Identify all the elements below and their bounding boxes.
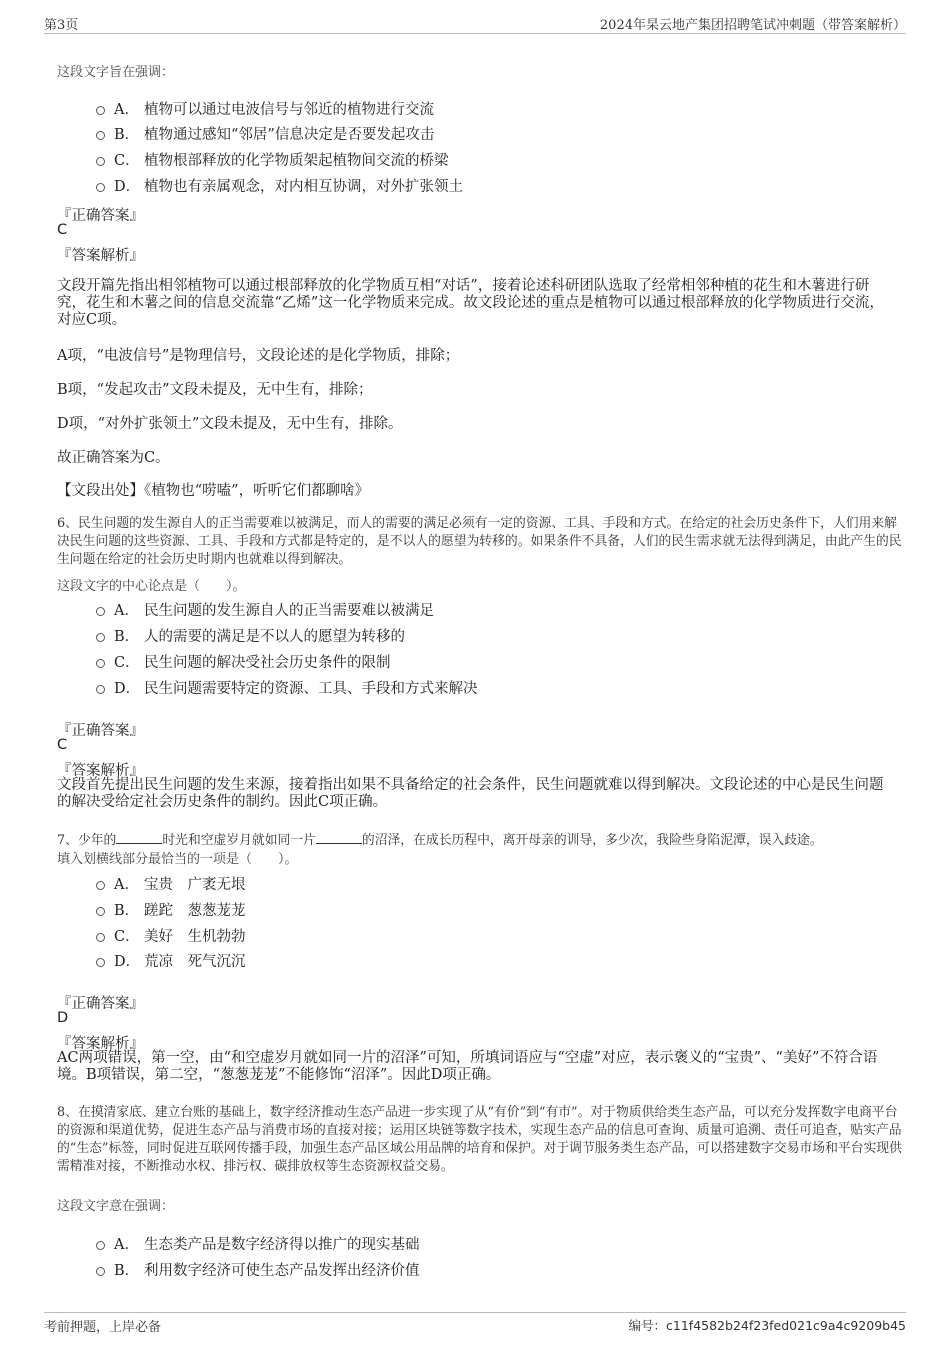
- q6-answer: C: [57, 737, 68, 753]
- radio-button-icon[interactable]: [96, 881, 105, 890]
- radio-button-icon[interactable]: [96, 157, 105, 166]
- q6-analysis: 文段首先提出民生问题的发生来源，接着指出如果不具备给定的社会条件，民生问题就难以得到解决。文段论述的中心是民生问题的解决受给定社会历史条件的制约。因此C项正确。: [57, 777, 884, 810]
- q5-answer-label: 『正确答案』: [57, 208, 144, 224]
- q5-option-a[interactable]: [96, 98, 434, 119]
- footer-slogan: 考前押题，上岸必备: [44, 1320, 162, 1335]
- q7-answer-label: 『正确答案』: [57, 996, 144, 1012]
- radio-button-icon[interactable]: [96, 106, 105, 115]
- document-id: 编号：c11f4582b24f23fed021c9a4c9209b45: [628, 1318, 906, 1333]
- option-letter: D．: [114, 179, 141, 195]
- q8-prompt: 这段文字意在强调：: [57, 1199, 175, 1214]
- radio-button-icon[interactable]: [96, 933, 105, 942]
- option-text: 人的需要的满足是不以人的愿望为转移的: [144, 629, 405, 645]
- q7-prompt: 填入划横线部分最恰当的一项是（ ）。: [57, 852, 298, 867]
- footer-divider: [44, 1312, 906, 1313]
- q5-answer: C: [57, 222, 68, 238]
- q7-option-d[interactable]: [96, 950, 246, 971]
- radio-button-icon[interactable]: [96, 958, 105, 967]
- q7-stem: [57, 831, 907, 850]
- option-text: 宝贵 广袤无垠: [144, 877, 246, 893]
- q7-option-b[interactable]: [96, 899, 246, 920]
- option-letter: D．: [114, 681, 141, 697]
- radio-button-icon[interactable]: [96, 1241, 105, 1250]
- option-text: 民生问题需要特定的资源、工具、手段和方式来解决: [144, 681, 478, 697]
- q8-stem: 8、在摸清家底、建立台账的基础上，数字经济推动生态产品进一步实现了从“有价”到“有市”。对于物质供给类生态产品，可以充分发挥数字电商平台的资源和渠道优势，促进生态产品与消费市场的直接对接；运用区块链等数字技术，实现生态产品的信息可查询、质量可追溯、责任可追查，贴实产品的“生态”标签，同时促进互联网传播手段，加强生态产品区域公用品牌的培育和保护。对于调节服务类生态产品，可以搭建数字交易市场和平台实现供需精准对接，不断推动水权、排污权、碳排放权等生态资源权益交易。: [57, 1105, 902, 1174]
- option-text: 植物也有亲属观念，对内相互协调，对外扩张领土: [144, 179, 463, 195]
- radio-button-icon[interactable]: [96, 907, 105, 916]
- option-text: 荒凉 死气沉沉: [144, 954, 246, 970]
- option-text: 植物可以通过电波信号与邻近的植物进行交流: [144, 102, 434, 118]
- radio-button-icon[interactable]: [96, 607, 105, 616]
- option-text: 利用数字经济可使生态产品发挥出经济价值: [144, 1263, 420, 1279]
- header-divider: [44, 33, 906, 34]
- radio-button-icon[interactable]: [96, 131, 105, 140]
- q7-stem-part2: 时光和空虚岁月就如同一片: [162, 833, 316, 848]
- fill-blank-2: [316, 831, 362, 844]
- q6-analysis-label: 『答案解析』: [57, 763, 144, 779]
- q7-analysis-label: 『答案解析』: [57, 1036, 144, 1052]
- q5-analysis-paragraph: 文段开篇先指出相邻植物可以通过根部释放的化学物质互相“对话”，接着论述科研团队选取了经常相邻种植的花生和木薯进行研究，花生和木薯之间的信息交流靠“乙烯”这一化学物质来完成。故文段论述的重点是植物可以通过根部释放的化学物质进行交流，对应C项。: [57, 278, 884, 328]
- option-letter: B．: [114, 127, 140, 143]
- option-text: 植物通过感知“邻居”信息决定是否要发起攻击: [144, 127, 435, 143]
- q5-option-b[interactable]: [96, 123, 434, 144]
- option-text: 美好 生机勃勃: [144, 929, 246, 945]
- q6-stem: 6、民生问题的发生源自人的正当需要难以被满足，而人的需要的满足必须有一定的资源、工具、手段和方式。在给定的社会历史条件下，人们用来解决民生问题的这些资源、工具、手段和方式都是特定的，是不以人的愿望为转移的。如果条件不具备，人们的民生需求就无法得到满足，由此产生的民生问题在给定的社会历史时期内也就难以得到解决。: [57, 516, 902, 567]
- q6-option-c[interactable]: [96, 651, 391, 672]
- q5-analysis-b: B项，“发起攻击”文段未提及，无中生有，排除；: [57, 382, 373, 398]
- radio-button-icon[interactable]: [96, 659, 105, 668]
- q5-option-c[interactable]: [96, 149, 449, 170]
- q6-option-a[interactable]: [96, 599, 434, 620]
- radio-button-icon[interactable]: [96, 1267, 105, 1276]
- option-letter: A．: [114, 877, 139, 893]
- q7-stem-part3: 的沼泽，在成长历程中，离开母亲的训导，多少次，我险些身陷泥潭，误入歧途。: [361, 833, 823, 848]
- q7-option-c[interactable]: [96, 925, 246, 946]
- q5-analysis-label: 『答案解析』: [57, 248, 144, 264]
- q7-option-a[interactable]: [96, 873, 246, 894]
- option-text: 民生问题的解决受社会历史条件的限制: [144, 655, 391, 671]
- option-letter: B．: [114, 903, 140, 919]
- radio-button-icon[interactable]: [96, 183, 105, 192]
- option-letter: C．: [114, 153, 140, 169]
- q7-stem-part1: 7、少年的: [57, 833, 117, 848]
- q5-conclusion: 故正确答案为C。: [57, 450, 170, 466]
- option-text: 植物根部释放的化学物质架起植物间交流的桥梁: [144, 153, 449, 169]
- option-letter: B．: [114, 629, 140, 645]
- radio-button-icon[interactable]: [96, 685, 105, 694]
- q6-answer-label: 『正确答案』: [57, 723, 144, 739]
- q7-analysis: AC两项错误，第一空，由“和空虚岁月就如同一片的沼泽”可知，所填词语应与“空虚”对应，表示褒义的“宝贵”、“美好”不符合语境。B项错误，第二空，“葱葱茏茏”不能修饰“沼泽”。因此D项正确。: [57, 1050, 878, 1083]
- q7-answer: D: [57, 1010, 69, 1026]
- fill-blank-1: [116, 831, 162, 844]
- q8-option-b[interactable]: [96, 1259, 420, 1280]
- q5-analysis-a: A项，“电波信号”是物理信号，文段论述的是化学物质，排除；: [57, 348, 460, 364]
- q5-prompt: 这段文字旨在强调：: [57, 65, 175, 80]
- q6-option-b[interactable]: [96, 625, 405, 646]
- option-letter: A．: [114, 102, 139, 118]
- radio-button-icon[interactable]: [96, 633, 105, 642]
- q5-analysis-d: D项，“对外扩张领土”文段未提及，无中生有，排除。: [57, 416, 403, 432]
- q6-prompt: 这段文字的中心论点是（ ）。: [57, 579, 246, 594]
- q6-option-d[interactable]: [96, 677, 478, 698]
- q5-option-d[interactable]: [96, 175, 463, 196]
- q5-source: 【文段出处】《植物也“唠嗑”，听听它们都聊啥》: [57, 483, 370, 499]
- option-text: 民生问题的发生源自人的正当需要难以被满足: [144, 603, 434, 619]
- option-text: 蹉跎 葱葱茏茏: [144, 903, 246, 919]
- option-letter: C．: [114, 929, 140, 945]
- option-letter: A．: [114, 1237, 139, 1253]
- q8-option-a[interactable]: [96, 1233, 420, 1254]
- document-title: 2024年杲云地产集团招聘笔试冲刺题（带答案解析）: [599, 18, 906, 33]
- option-letter: D．: [114, 954, 141, 970]
- option-letter: A．: [114, 603, 139, 619]
- option-text: 生态类产品是数字经济得以推广的现实基础: [144, 1237, 420, 1253]
- page-number: 第3页: [44, 18, 79, 33]
- option-letter: B．: [114, 1263, 140, 1279]
- option-letter: C．: [114, 655, 140, 671]
